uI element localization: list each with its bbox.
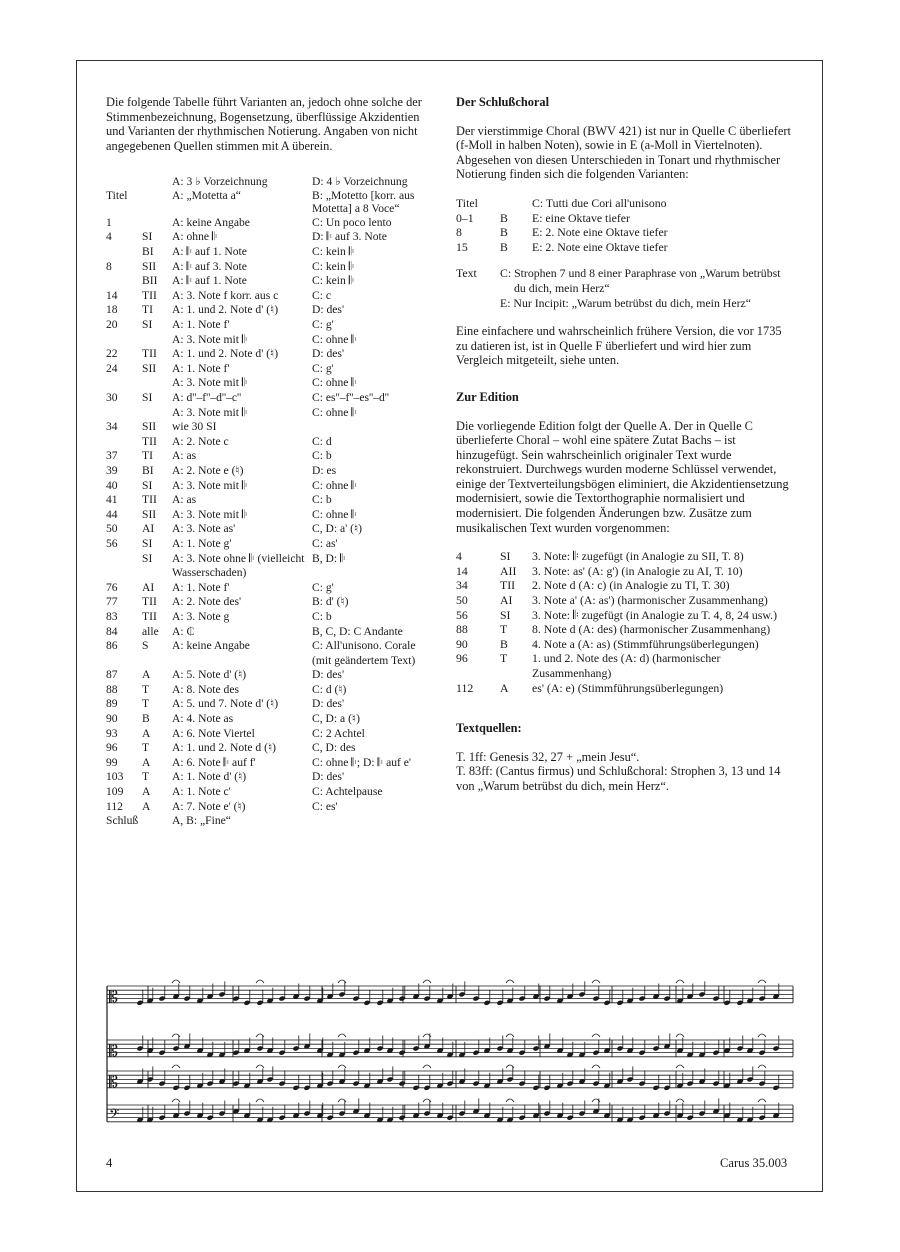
variant-source-a: A: 1. Note g' xyxy=(172,536,232,550)
variant-bar: Schluß xyxy=(106,814,139,828)
variant-voice: A xyxy=(142,785,151,799)
variant-source-a: A: 6. Note 𝄆 auf f' xyxy=(172,755,256,769)
variant-bar: 96 xyxy=(106,741,118,755)
edition-bar: 50 xyxy=(456,593,468,608)
variant-voice: A xyxy=(142,668,151,682)
variant-voice: T xyxy=(142,741,150,755)
fermata-icon xyxy=(423,980,431,983)
clef-icon: 𝄡 xyxy=(109,986,118,1006)
variant-other: C: ohne 𝄆 xyxy=(312,507,357,521)
fermata-icon xyxy=(338,1034,346,1037)
variant-source-a: A, B: „Fine“ xyxy=(172,814,231,828)
variant-bar: 83 xyxy=(106,609,118,623)
variant-source-a: A: 𝄆 auf 3. Note xyxy=(172,259,247,273)
variant-other: C: es''–f''–es''–d'' xyxy=(312,391,389,404)
variant-voice: TII xyxy=(142,288,157,302)
variant-other: C, D: des xyxy=(312,741,356,755)
variant-source-a: A: 3. Note mit 𝄆 xyxy=(172,478,248,492)
choral-variant: E: 2. Note eine Oktave tiefer xyxy=(532,225,668,240)
choral-voice: B xyxy=(500,239,508,254)
variant-voice: SII xyxy=(142,420,157,434)
edition-change: 1. und 2. Note des (A: d) (harmonischer Zusammenhang) xyxy=(532,651,721,680)
fermata-icon xyxy=(676,1034,684,1037)
variant-other: B: d' (♮) xyxy=(312,595,349,609)
fermata-icon xyxy=(172,1065,180,1068)
edition-bar: 90 xyxy=(456,636,468,651)
page-number: 4 xyxy=(106,1156,113,1170)
edition-change: 3. Note a' (A: as') (harmonischer Zusammenhang) xyxy=(532,593,768,608)
text-source-c: C: Strophen 7 und 8 einer Paraphrase von „Warum betrübst du dich, mein Herz“ xyxy=(500,266,781,295)
schlusschoral-text: Der vierstimmige Choral (BWV 421) ist nur in Quelle C überliefert (f-Moll in halben Noten), sowie in E (a-Moll in Viertelnoten). Abgesehen von diesen Unterschieden in Tonart und rhythmischer Notierung finden sich die folgenden Varianten: xyxy=(456,123,791,182)
variant-bar: 41 xyxy=(106,493,118,507)
edition-bar: 88 xyxy=(456,622,468,637)
edition-voice: AII xyxy=(500,563,517,578)
variant-source-a: A: 𝄆 auf 1. Note xyxy=(172,274,247,288)
edition-voice: T xyxy=(500,651,508,666)
choral-bar: 8 xyxy=(456,225,462,240)
variant-other: D: des' xyxy=(312,697,345,711)
variant-source-a: A: 4. Note as xyxy=(172,712,234,726)
variant-source-a: A: 2. Note c xyxy=(172,434,229,448)
variant-other: C: ohne 𝄆 xyxy=(312,478,357,492)
choral-variant: C: Tutti due Cori all'unisono xyxy=(532,195,667,210)
variant-other: D: 𝄆 auf 3. Note xyxy=(312,230,387,244)
edition-change: es' (A: e) (Stimmführungsüberlegungen) xyxy=(532,680,724,695)
header-label: Titel xyxy=(106,188,128,202)
edition-voice: SI xyxy=(500,607,511,622)
variant-other: C: ohne 𝄆 xyxy=(312,376,357,390)
variant-source-a: A: as xyxy=(172,493,197,507)
variant-bar: 99 xyxy=(106,755,118,769)
variant-other: C: ohne 𝄆; D: 𝄆 auf e' xyxy=(312,755,412,769)
variant-bar: 34 xyxy=(106,420,118,434)
fermata-icon xyxy=(423,1065,431,1068)
variant-source-a: A: 1. und 2. Note d' (♮) xyxy=(172,347,279,361)
variant-bar: 109 xyxy=(106,785,124,799)
variant-other: D: es xyxy=(312,463,337,477)
variant-source-a: A: 3. Note as' xyxy=(172,522,236,536)
variant-other: C: kein 𝄆 xyxy=(312,274,355,288)
variant-other: C: kein 𝄆 xyxy=(312,259,355,273)
variant-other: C: c xyxy=(312,288,331,302)
variant-source-a: A: 3. Note ohne 𝄆 (vielleicht Wasserschaden) xyxy=(172,551,305,580)
variant-other: C: d (♮) xyxy=(312,682,347,696)
variant-source-a: A: 7. Note e' (♮) xyxy=(172,799,246,813)
variant-bar: 8 xyxy=(106,259,112,273)
variant-bar: 39 xyxy=(106,463,118,477)
variant-source-a: A: 3. Note f korr. aus c xyxy=(172,288,279,302)
variant-voice: AI xyxy=(142,580,155,594)
variant-bar: 1 xyxy=(106,215,112,229)
variant-source-a: A: 1. Note f' xyxy=(172,580,230,594)
choral-voice: B xyxy=(500,225,508,240)
variant-other: C: kein 𝄆 xyxy=(312,245,355,259)
fermata-icon xyxy=(506,1034,514,1037)
variant-voice: S xyxy=(142,639,149,653)
fermata-icon xyxy=(506,1099,514,1102)
variant-other: C: Un poco lento xyxy=(312,215,392,229)
edition-voice: T xyxy=(500,622,508,637)
variant-bar: 76 xyxy=(106,580,118,594)
choral-bar: 15 xyxy=(456,239,468,254)
variant-bar: 37 xyxy=(106,449,118,463)
variant-voice: SI xyxy=(142,536,153,550)
variant-source-a: A: 5. Note d' (♮) xyxy=(172,668,247,682)
variant-source-a: A: keine Angabe xyxy=(172,215,250,229)
edition-voice: A xyxy=(500,680,509,695)
edition-voice: B xyxy=(500,636,508,651)
variant-other: C: ohne 𝄆 xyxy=(312,405,357,419)
header-source-a: A: 3 ♭ Vorzeichnung xyxy=(172,175,268,189)
variant-bar: 90 xyxy=(106,712,118,726)
edition-heading: Zur Edition xyxy=(456,389,519,404)
variant-source-a: A: 6. Note Viertel xyxy=(172,726,255,740)
variant-voice: T xyxy=(142,697,150,711)
variant-other: C: g' xyxy=(312,361,334,375)
variant-other: B, C, D: C Andante xyxy=(312,624,403,638)
choral-bar: 0–1 xyxy=(456,210,474,225)
schlusschoral-heading: Der Schlußchoral xyxy=(456,95,550,109)
fermata-icon xyxy=(758,1065,766,1068)
variant-bar: 4 xyxy=(106,230,112,244)
fermata-icon xyxy=(256,1065,264,1068)
text-label: Text xyxy=(456,266,477,281)
fermata-icon xyxy=(758,1099,766,1102)
variant-voice: TII xyxy=(142,493,157,507)
fermata-icon xyxy=(592,1065,600,1068)
variant-source-a: A: ₵ xyxy=(172,624,195,638)
variant-voice: TI xyxy=(142,303,153,317)
variant-bar: 24 xyxy=(106,361,118,375)
variant-bar: 18 xyxy=(106,303,118,317)
variant-source-a: A: 2. Note e (♮) xyxy=(172,463,244,477)
edition-change: 3. Note: as' (A: g') (in Analogie zu AI, T. 10) xyxy=(532,563,743,578)
header-source-d: B: „Motetto [korr. aus Motetta] a 8 Voce“ xyxy=(312,188,415,216)
fermata-icon xyxy=(676,1065,684,1068)
edition-bar: 96 xyxy=(456,651,468,666)
choral-variant: E: eine Oktave tiefer xyxy=(532,210,630,225)
edition-bar: 14 xyxy=(456,563,468,578)
variant-voice: SI xyxy=(142,391,153,404)
edition-bar: 56 xyxy=(456,607,468,622)
edition-bar: 112 xyxy=(456,680,474,695)
fermata-icon xyxy=(592,980,600,983)
edition-voice: TII xyxy=(500,578,516,593)
text-source-e: E: Nur Incipit: „Warum betrübst du dich, mein Herz“ xyxy=(500,295,751,310)
variant-source-a: A: 1. Note d' (♮) xyxy=(172,770,247,784)
variant-voice: BI xyxy=(142,463,154,477)
variant-other: C: 2 Achtel xyxy=(312,726,365,740)
variant-source-a: A: 𝄆 auf 1. Note xyxy=(172,245,247,259)
edition-bar: 34 xyxy=(456,578,468,593)
variant-voice: AI xyxy=(142,522,155,536)
textquellen-line2: T. 83ff: (Cantus firmus) und Schlußchoral: Strophen 3, 13 und 14 von „Warum betrübst du dich, mein Herz“. xyxy=(456,764,781,793)
variant-voice: TI xyxy=(142,449,153,463)
variant-voice: SI xyxy=(142,230,153,244)
variant-voice: SII xyxy=(142,507,157,521)
variant-bar: 77 xyxy=(106,595,118,609)
variant-bar: 89 xyxy=(106,697,118,711)
header-source-d: D: 4 ♭ Vorzeichnung xyxy=(312,175,408,189)
variant-voice: SI xyxy=(142,551,153,565)
variant-bar: 88 xyxy=(106,682,118,696)
variant-other: D: des' xyxy=(312,303,345,317)
schlusschoral-text2: Eine einfachere und wahrscheinlich frühere Version, die vor 1735 zu datieren ist, ist in Quelle F überliefert und wird hier zum Vergleich mitgeteilt, siehe unten. xyxy=(456,324,782,368)
variant-voice: alle xyxy=(142,624,159,638)
variant-other: D: des' xyxy=(312,770,345,784)
fermata-icon xyxy=(256,1099,264,1102)
variant-voice: SI xyxy=(142,318,153,332)
edition-voice: AI xyxy=(500,593,513,608)
variant-source-a: wie 30 SI xyxy=(172,420,217,434)
variant-source-a: A: 1. Note f' xyxy=(172,318,230,332)
variant-voice: TII xyxy=(142,609,157,623)
variant-bar: 103 xyxy=(106,770,124,784)
variant-other: D: des' xyxy=(312,347,345,361)
clef-icon: 𝄢 xyxy=(109,1105,120,1125)
choral-voice: B xyxy=(500,210,508,225)
variant-source-a: A: 3. Note mit 𝄆 xyxy=(172,332,248,346)
variant-source-a: A: as xyxy=(172,449,197,463)
variant-bar: 20 xyxy=(106,318,118,332)
variant-source-a: A: 8. Note des xyxy=(172,682,239,696)
variant-other: B, D: 𝄆 xyxy=(312,551,346,565)
clef-icon: 𝄡 xyxy=(109,1071,118,1091)
variant-source-a: A: 3. Note mit 𝄆 xyxy=(172,507,248,521)
variant-voice: A xyxy=(142,799,151,813)
variant-bar: 50 xyxy=(106,522,118,536)
variant-voice: SII xyxy=(142,361,157,375)
variant-source-a: A: 5. und 7. Note d' (♮) xyxy=(172,697,279,711)
edition-text: Die vorliegende Edition folgt der Quelle A. Der in Quelle C überlieferte Choral – wohl eine spätere Zutat Bachs – ist hinzugefügt. Sein wahrscheinlich originaler Text wurde rekonstruiert. Durchwegs wurden moderne Schlüssel verwendet, einige der Textverteilungsbögen eliminiert, die Akzidentiensetzung modernisiert, sowie die Textorthographie normalisiert und modernisiert. Die folgenden Änderungen bzw. Zusätze zum musikalischen Text wurden vorgenommen: xyxy=(456,418,789,535)
variant-source-a: A: 3. Note g xyxy=(172,609,230,623)
edition-bar: 4 xyxy=(456,549,462,564)
variant-source-a: A: 1. und 2. Note d (♮) xyxy=(172,741,276,755)
variant-voice: T xyxy=(142,770,150,784)
variant-bar: 56 xyxy=(106,536,118,550)
fermata-icon xyxy=(676,1099,684,1102)
variant-other: C: ohne 𝄆 xyxy=(312,332,357,346)
variant-other: C, D: a' (♮) xyxy=(312,522,363,536)
variant-other: C: b xyxy=(312,449,332,463)
variant-other: C: Achtelpause xyxy=(312,785,383,799)
variant-voice: TII xyxy=(142,595,157,609)
variant-other: C: g' xyxy=(312,580,334,594)
fermata-icon xyxy=(758,980,766,983)
textquellen-heading: Textquellen: xyxy=(456,721,522,736)
variant-other: C: es' xyxy=(312,799,338,813)
textquellen-line1: T. 1ff: Genesis 32, 27 + „mein Jesu“. xyxy=(456,749,640,764)
variant-source-a: A: 3. Note mit 𝄆 xyxy=(172,376,248,390)
variant-voice: TII xyxy=(142,434,157,448)
choral-bar: Titel xyxy=(456,195,478,210)
header-source-a: A: „Motetta a“ xyxy=(172,188,241,202)
variant-voice: BII xyxy=(142,274,158,288)
edition-change: 8. Note d (A: des) (harmonischer Zusammenhang) xyxy=(532,622,771,637)
variant-other: C, D: a (♮) xyxy=(312,712,360,726)
variant-voice: TII xyxy=(142,347,157,361)
variant-bar: 44 xyxy=(106,507,118,521)
variant-source-a: A: ohne 𝄆 xyxy=(172,230,218,244)
variant-voice: SII xyxy=(142,259,157,273)
choral-variant: E: 2. Note eine Oktave tiefer xyxy=(532,239,668,254)
edition-change: 3. Note: 𝄆 zugefügt (in Analogie zu SII, T. 8) xyxy=(532,549,744,564)
fermata-icon xyxy=(506,980,514,983)
edition-change: 4. Note a (A: as) (Stimmführungsüberlegungen) xyxy=(532,636,759,651)
variant-source-a: A: 2. Note des' xyxy=(172,595,242,609)
variant-voice: B xyxy=(142,712,150,726)
fermata-icon xyxy=(172,980,180,983)
edition-change: 3. Note: 𝄆 zugefügt (in Analogie zu T. 4, 8, 24 usw.) xyxy=(532,607,778,622)
variant-voice: A xyxy=(142,726,151,740)
variant-bar: 87 xyxy=(106,668,118,682)
variant-bar: 93 xyxy=(106,726,118,740)
variant-other: C: b xyxy=(312,609,332,623)
clef-icon: 𝄡 xyxy=(109,1040,118,1060)
catalog-number: Carus 35.003 xyxy=(720,1156,788,1170)
intro-paragraph: Die folgende Tabelle führt Varianten an, jedoch ohne solche der Stimmenbezeichnung, Bogensetzung, überflüssige Akzidentien und Varianten der rhythmischen Notierung. Angaben von nicht angegebenen Quellen stimmen mit A überein. xyxy=(106,95,422,153)
variant-source-a: A: d''–f''–d''–c'' xyxy=(172,391,242,404)
fermata-icon xyxy=(338,1065,346,1068)
fermata-icon xyxy=(676,980,684,983)
edition-voice: SI xyxy=(500,549,511,564)
variant-source-a: A: 1. Note f' xyxy=(172,361,230,375)
variant-other: C: d xyxy=(312,434,332,448)
variant-voice: BI xyxy=(142,245,154,259)
variant-other: C: All'unisono. Corale (mit geändertem Text) xyxy=(312,639,416,667)
variant-other: D: des' xyxy=(312,668,345,682)
variant-other: C: b xyxy=(312,493,332,507)
variant-source-a: A: keine Angabe xyxy=(172,639,250,653)
variant-bar: 14 xyxy=(106,288,118,302)
fermata-icon xyxy=(256,980,264,983)
fermata-icon xyxy=(172,1099,180,1102)
variant-other: C: g' xyxy=(312,318,334,332)
fermata-icon xyxy=(592,1034,600,1037)
variant-bar: 22 xyxy=(106,347,118,361)
variant-voice: SI xyxy=(142,478,153,492)
variant-voice: T xyxy=(142,682,150,696)
edition-change: 2. Note d (A: c) (in Analogie zu TI, T. 30) xyxy=(532,578,730,593)
variant-voice: A xyxy=(142,755,151,769)
variant-bar: 40 xyxy=(106,478,118,492)
fermata-icon xyxy=(758,1034,766,1037)
variant-bar: 84 xyxy=(106,624,118,638)
variant-bar: 112 xyxy=(106,799,123,813)
variant-source-a: A: 1. und 2. Note d' (♮) xyxy=(172,303,279,317)
variant-other: C: as' xyxy=(312,536,338,550)
variant-source-a: A: 3. Note mit 𝄆 xyxy=(172,405,248,419)
variant-source-a: A: 1. Note c' xyxy=(172,785,231,799)
variant-bar: 30 xyxy=(106,391,118,404)
variant-bar: 86 xyxy=(106,639,118,653)
